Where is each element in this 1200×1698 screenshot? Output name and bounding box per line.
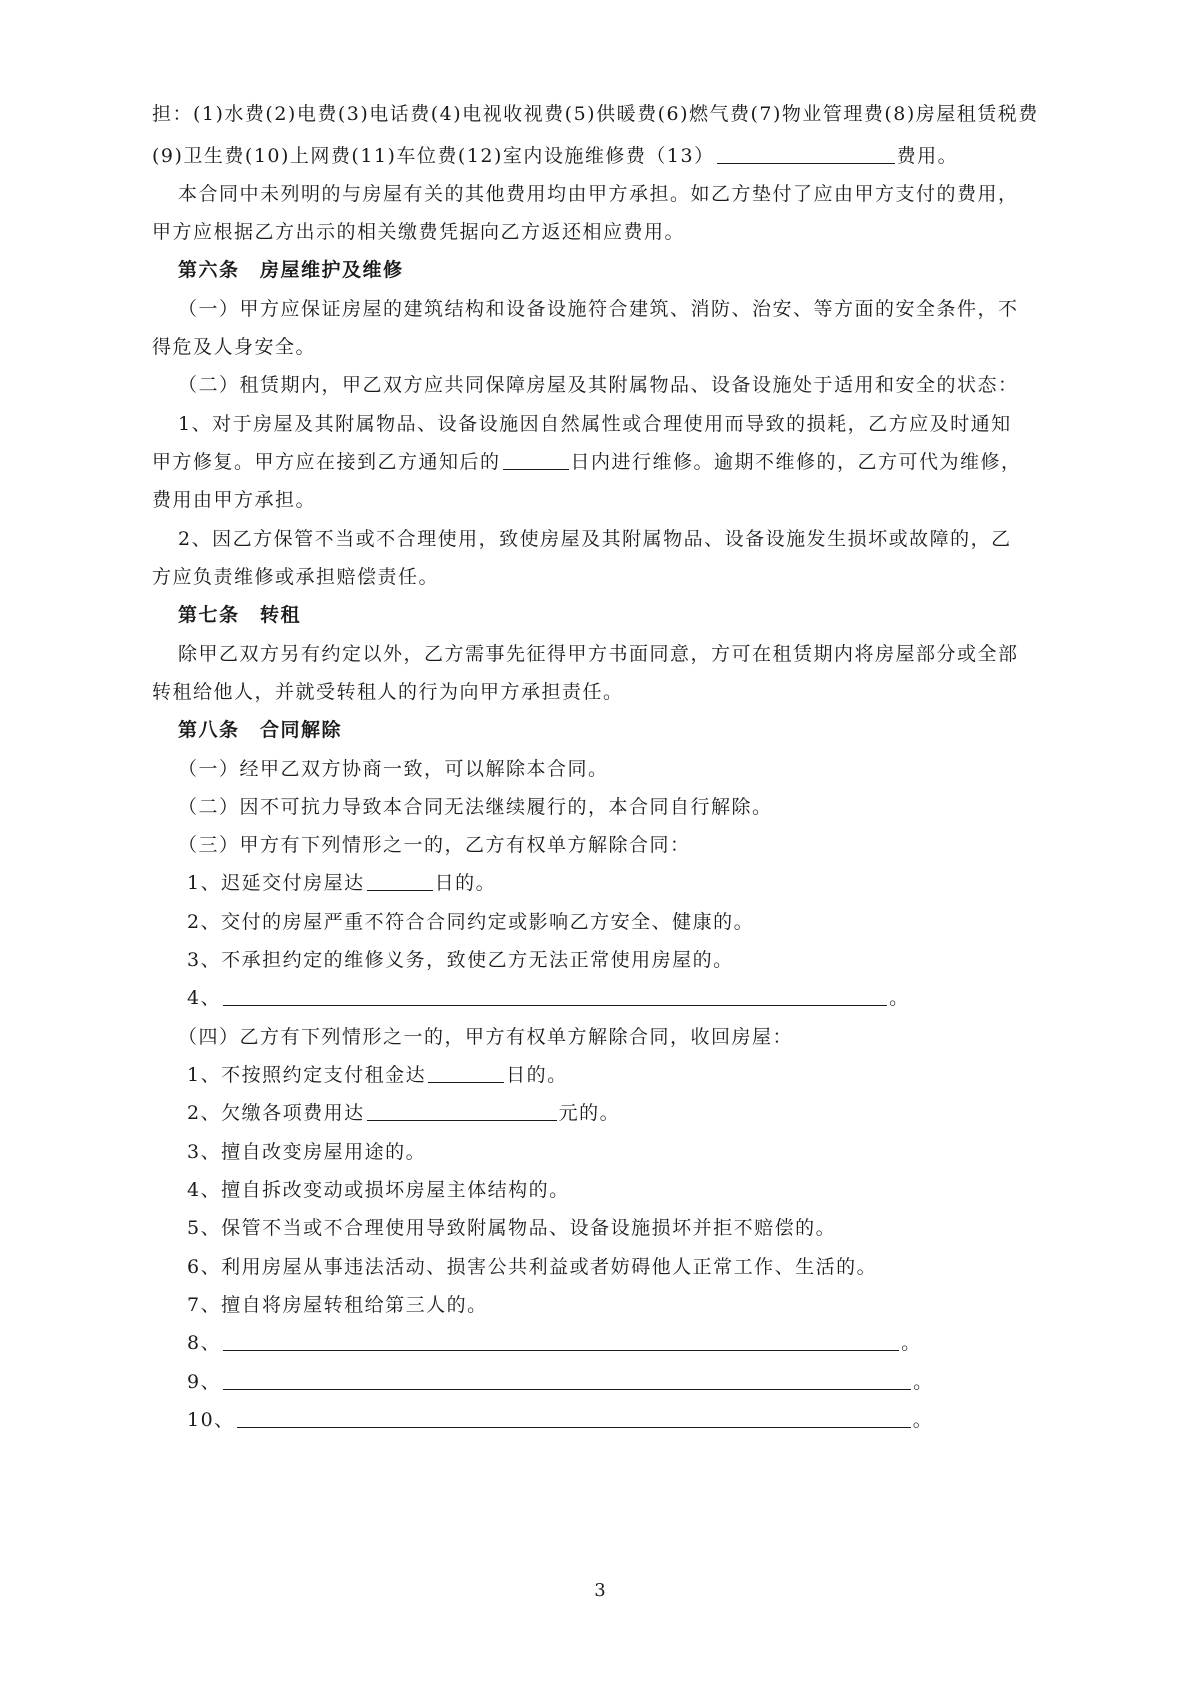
- fee-list-line-2: [152, 143, 958, 169]
- fill-in-blank[interactable]: [717, 143, 895, 164]
- fee-list-line: [152, 101, 1039, 127]
- text: 本合同中未列明的与房屋有关的其他费用均由甲方承担。如乙方垫付了应由甲方支付的费用，: [178, 183, 1019, 205]
- paragraph-line: [152, 449, 1022, 475]
- clause-item: [187, 1177, 570, 1203]
- paragraph-line: [178, 296, 1019, 322]
- text: （一）经甲乙双方协商一致，可以解除本合同。: [178, 758, 609, 780]
- clause-item: [178, 756, 609, 782]
- text: 9、: [187, 1371, 222, 1393]
- text: （二）因不可抗力导致本合同无法继续履行的，本合同自行解除。: [178, 796, 773, 818]
- text: 7、擅自将房屋转租给第三人的。: [187, 1294, 488, 1316]
- text: 2、欠缴各项费用达: [187, 1102, 365, 1124]
- clause-item: [187, 1139, 426, 1165]
- text: 。: [889, 987, 910, 1009]
- text: 。: [901, 1332, 922, 1354]
- paragraph-line: [152, 219, 685, 245]
- fill-in-blank[interactable]: [223, 1330, 899, 1351]
- text: （二）租赁期内，甲乙双方应共同保障房屋及其附属物品、设备设施处于适用和安全的状态：: [178, 374, 1019, 396]
- fill-in-blank[interactable]: [223, 985, 887, 1006]
- text: 方应负责维修或承担赔偿责任。: [152, 566, 440, 588]
- clause-item: [178, 1024, 793, 1050]
- paragraph-line: [178, 372, 1019, 398]
- text: 得危及人身安全。: [152, 336, 317, 358]
- section-heading-7: [178, 602, 301, 628]
- clause-item: [187, 1369, 934, 1395]
- paragraph-line: [152, 679, 624, 705]
- paragraph-line: [178, 641, 1019, 667]
- clause-item: [187, 1100, 620, 1126]
- fill-in-blank[interactable]: [223, 1369, 911, 1390]
- text: 3、不承担约定的维修义务，致使乙方无法正常使用房屋的。: [187, 949, 734, 971]
- clause-item: [187, 1407, 933, 1433]
- paragraph-line: [152, 334, 316, 360]
- clause-item: [178, 832, 691, 858]
- text: 2、交付的房屋严重不符合合同约定或影响乙方安全、健康的。: [187, 911, 755, 933]
- paragraph-line: [178, 181, 1019, 207]
- text: 1、迟延交付房屋达: [187, 872, 365, 894]
- text: 除甲乙双方另有约定以外，乙方需事先征得甲方书面同意，方可在租赁期内将房屋部分或全部: [178, 643, 1019, 665]
- text: 1、对于房屋及其附属物品、设备设施因自然属性或合理使用而导致的损耗，乙方应及时通知: [178, 413, 1012, 435]
- fill-in-blank[interactable]: [428, 1062, 504, 1083]
- text: 担：(1)水费(2)电费(3)电话费(4)电视收视费(5)供暖费(6)燃气费(7)物业管理费(8)房屋租赁税费: [152, 103, 1039, 125]
- heading-text: 第六条 房屋维护及维修: [178, 259, 404, 281]
- clause-item: [187, 985, 910, 1011]
- paragraph-line: [152, 487, 316, 513]
- clause-item: [187, 1254, 877, 1280]
- clause-item: [187, 1215, 836, 1241]
- fill-in-blank[interactable]: [237, 1407, 911, 1428]
- fill-in-blank[interactable]: [367, 870, 433, 891]
- paragraph-line: [178, 526, 1012, 552]
- paragraph-line: [152, 564, 439, 590]
- clause-item: [178, 794, 773, 820]
- clause-item: [187, 870, 496, 896]
- section-heading-6: [178, 257, 404, 283]
- text: 日的。: [434, 872, 497, 894]
- text: 转租给他人，并就受转租人的行为向甲方承担责任。: [152, 681, 624, 703]
- text: （一）甲方应保证房屋的建筑结构和设备设施符合建筑、消防、治安、等方面的安全条件，不: [178, 298, 1019, 320]
- clause-item: [187, 909, 754, 935]
- text: 4、擅自拆改变动或损坏房屋主体结构的。: [187, 1179, 570, 1201]
- text: 3、擅自改变房屋用途的。: [187, 1141, 427, 1163]
- text: 1、不按照约定支付租金达: [187, 1064, 427, 1086]
- text: 6、利用房屋从事违法活动、损害公共利益或者妨碍他人正常工作、生活的。: [187, 1256, 878, 1278]
- heading-text: 第八条 合同解除: [178, 719, 343, 741]
- text: 。: [912, 1409, 934, 1431]
- text: 甲方应根据乙方出示的相关缴费凭据向乙方返还相应费用。: [152, 221, 686, 243]
- text: （三）甲方有下列情形之一的，乙方有权单方解除合同：: [178, 834, 691, 856]
- text: 费用。: [896, 145, 959, 167]
- section-heading-8: [178, 717, 342, 743]
- clause-item: [187, 947, 734, 973]
- text: 4、: [187, 987, 222, 1009]
- clause-item: [187, 1330, 922, 1356]
- heading-text: 第七条 转租: [178, 604, 302, 626]
- text: 5、保管不当或不合理使用导致附属物品、设备设施损坏并拒不赔偿的。: [187, 1217, 837, 1239]
- page-number: 3: [594, 1580, 606, 1601]
- clause-item: [187, 1292, 488, 1318]
- clause-item: [187, 1062, 568, 1088]
- text: (9)卫生费(10)上网费(11)车位费(12)室内设施维修费（13）: [152, 145, 715, 167]
- text: 日的。: [506, 1064, 568, 1086]
- text: 日内进行维修。逾期不维修的，乙方可代为维修，: [570, 451, 1022, 473]
- fill-in-blank[interactable]: [503, 449, 569, 470]
- text: 元的。: [558, 1102, 621, 1124]
- paragraph-line: [178, 411, 1012, 437]
- text: 10、: [187, 1409, 235, 1431]
- text: 。: [913, 1371, 934, 1393]
- text: 8、: [187, 1332, 222, 1354]
- text: 甲方修复。甲方应在接到乙方通知后的: [152, 451, 501, 473]
- text: 2、因乙方保管不当或不合理使用，致使房屋及其附属物品、设备设施发生损坏或故障的，乙: [178, 528, 1012, 550]
- text: （四）乙方有下列情形之一的，甲方有权单方解除合同，收回房屋：: [178, 1026, 794, 1048]
- fill-in-blank[interactable]: [367, 1100, 557, 1121]
- text: 费用由甲方承担。: [152, 489, 317, 511]
